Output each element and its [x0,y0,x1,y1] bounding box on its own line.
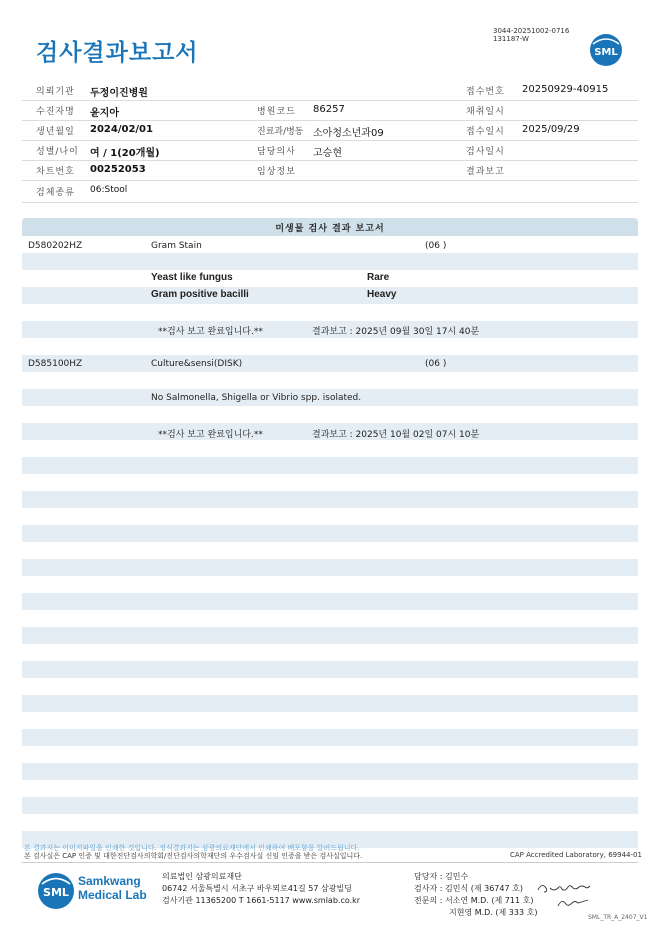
report-status: **검사 보고 완료입니다.** [158,327,263,337]
info-row-2: 수진자명 윤지아 병원코드 86257 채취일시 [22,100,638,121]
sml-logo [588,32,624,68]
dob-value: 2024/02/01 [90,124,153,135]
stripe-band [22,627,638,644]
stripe-band [22,287,638,304]
svg-text:SML: SML [594,47,618,58]
signature-image [536,880,594,912]
svg-text:SML: SML [43,886,69,899]
stripe-band [22,729,638,746]
test-code: D585100HZ [28,359,83,369]
receipt-no-value: 20250929-40915 [522,84,609,95]
stripe-band [22,253,638,270]
info-row-1: 의뢰기관 두정이진병원 접수번호 20250929-40915 [22,80,638,101]
organism-name: Yeast like fungus [151,272,233,283]
info-row-5: 차트번호 00252053 임상정보 결과보고 [22,160,638,181]
stripe-band [22,457,638,474]
footer-divider [22,862,638,863]
report-time: 결과보고 : 2025년 10월 02일 07시 10분 [312,430,480,440]
doctor-value: 고승현 [313,148,342,159]
stripe-band [22,355,638,372]
receipt-date-value: 2025/09/29 [522,124,580,135]
stripe-band [22,525,638,542]
test-code: D580202HZ [28,241,83,251]
specimen-no: (06 ) [425,241,447,251]
info-row-6: 검체종류 06:Stool [22,180,638,203]
specimen-no: (06 ) [425,359,447,369]
footer-org-info: 의료법인 삼광의료재단 06742 서울특별시 서초구 바우뫼로41길 57 삼광빌딩 검사기관 11365200 T 1661-5117 www.smlab.co.kr [162,872,361,905]
image-notice: 본 결과지는 이미지파일을 인쇄한 것입니다. 정식결과지는 삼광의료재단에서 인쇄하여 배포함을 알려드립니다. [24,844,360,852]
stripe-band [22,797,638,814]
section-header: 미생물 검사 결과 보고서 [22,218,638,236]
cap-accreditation: CAP Accredited Laboratory, 69944-01 [510,851,642,859]
info-row-4: 성별/나이 여 / 1(20개월) 담당의사 고승현 검사일시 [22,140,638,161]
test-name: Culture&sensi(DISK) [151,359,243,369]
chart-no-value: 00252053 [90,164,146,175]
organism-name: Gram positive bacilli [151,289,249,300]
patient-value: 윤지아 [90,108,119,119]
dept-value: 소아청소년과09 [313,128,384,139]
institution-value: 두정이진병원 [90,88,148,99]
stripe-band [22,559,638,576]
footer-staff: 담당자 : 김민수 검사자 : 김민식 (제 36747 호) 전문의 : 서소연 M.D. (제 711 호) 지현영 M.D. (제 333 호) [414,872,538,917]
organism-result: Heavy [367,289,397,300]
report-time: 결과보고 : 2025년 09월 30일 17시 40분 [312,327,480,337]
stripe-band [22,763,638,780]
hospital-code-value: 86257 [313,104,345,115]
document-number: 3044-20251002-0716 131187-W [493,27,570,43]
form-code: SML_TR_A_2407_V1 [588,914,648,921]
accreditation-notice: 본 검사실은 CAP 인증 및 대한진단검사의학회/진단검사의학재단의 우수검사실 신임 인증을 받은 검사실입니다. [24,852,363,860]
sml-logo-icon [36,871,76,911]
page-title: 검사결과보고서 [36,40,199,66]
stripe-band [22,491,638,508]
specimen-value: 06:Stool [90,185,128,195]
stripe-band [22,661,638,678]
test-name: Gram Stain [151,241,202,251]
report-status: **검사 보고 완료입니다.** [158,430,263,440]
sex-age-value: 여 / 1(20개월) [90,148,160,159]
info-row-3: 생년월일 2024/02/01 진료과/병동 소아청소년과09 접수일시 2025/09/29 [22,120,638,141]
culture-note: No Salmonella, Shigella or Vibrio spp. isolated. [151,393,362,403]
stripe-band [22,593,638,610]
organism-result: Rare [367,272,390,283]
stripe-band [22,695,638,712]
